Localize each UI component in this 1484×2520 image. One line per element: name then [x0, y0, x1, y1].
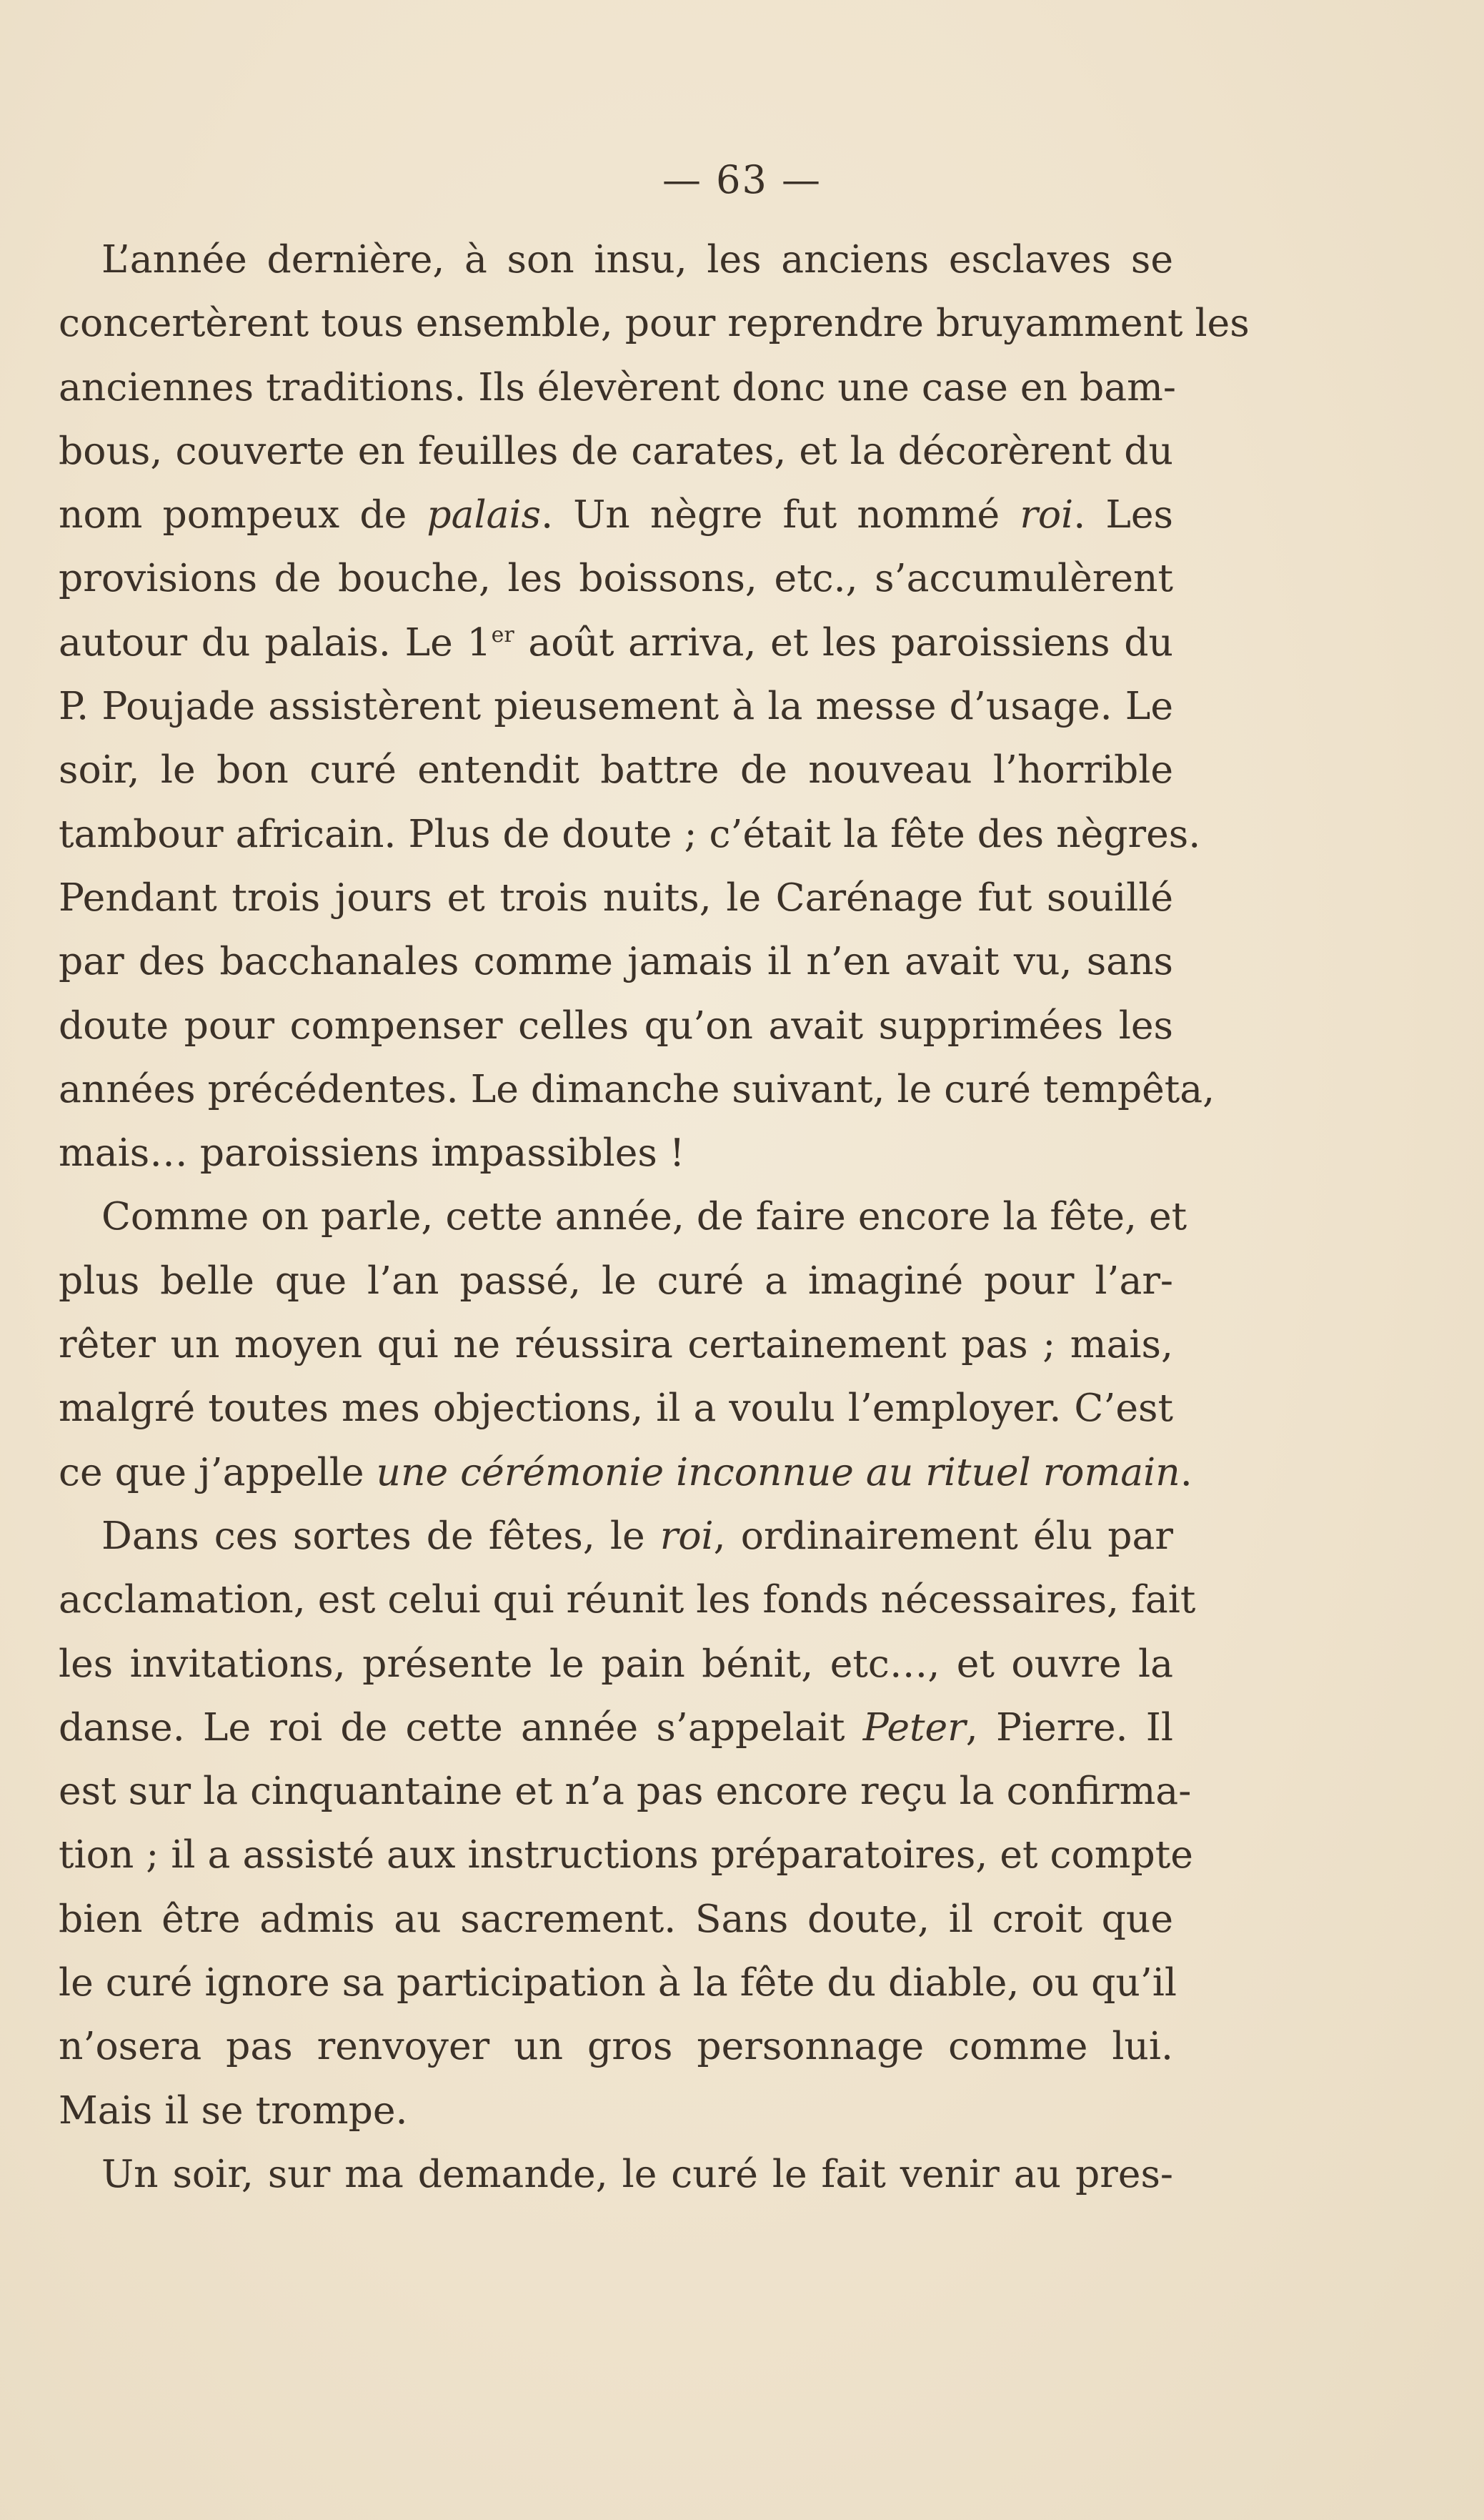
text-line: concertèrent tous ensemble, pour reprendre bruyamment les [59, 300, 1250, 346]
text-line: mais… paroissiens impassibles ! [59, 1130, 685, 1176]
text-line: Pendant trois jours et trois nuits, le Carénage fut souillé [59, 874, 1173, 920]
text-line: P. Poujade assistèrent pieusement à la messe d’usage. Le [59, 683, 1173, 729]
text-line: soir, le bon curé entendit battre de nouveau l’horrible [59, 747, 1173, 793]
text-line: le curé ignore sa participation à la fête du diable, ou qu’il [59, 1960, 1177, 2005]
italic-word: roi [1020, 492, 1074, 537]
text-line: L’année dernière, à son insu, les anciens esclaves se [101, 237, 1173, 282]
text-line: Comme on parle, cette année, de faire encore la fête, et [101, 1194, 1187, 1239]
text-line: bien être admis au sacrement. Sans doute, il croit que [59, 1895, 1173, 1941]
text-line: tambour africain. Plus de doute ; c’était la fête des nègres. [59, 810, 1201, 856]
text-line: n’osera pas renvoyer un gros personnage comme lui. [59, 2023, 1173, 2069]
text-line: par des bacchanales comme jamais il n’en avait vu, sans [59, 938, 1173, 984]
text-line: années précédentes. Le dimanche suivant, le curé tempêta, [59, 1066, 1215, 1111]
text-line: est sur la cinquantaine et n’a pas encore reçu la confirma- [59, 1768, 1192, 1814]
text-line: doute pour compenser celles qu’on avait supprimées les [59, 1002, 1173, 1048]
italic-word: roi [659, 1512, 714, 1558]
body-text [59, 227, 1250, 2206]
italic-word: palais [427, 492, 542, 537]
text-line: malgré toutes mes objections, il a voulu l’employer. C’est [59, 1385, 1173, 1431]
text-line: acclamation, est celui qui réunit les fonds nécessaires, fait [59, 1577, 1196, 1622]
text-line: Dans ces sortes de fêtes, le roi, ordinairement élu par [101, 1512, 1173, 1558]
text-line: Mais il se trompe. [59, 2087, 408, 2133]
text-line: tion ; il a assisté aux instructions préparatoires, et compte [59, 1832, 1193, 1877]
italic-phrase: une cérémonie inconnue au rituel romain [376, 1449, 1180, 1494]
text-line: Un soir, sur ma demande, le curé le fait venir au pres- [101, 2151, 1173, 2196]
text-line: anciennes traditions. Ils élevèrent donc une case en bam- [59, 364, 1176, 410]
text-line: bous, couverte en feuilles de carates, et la décorèrent du [59, 427, 1173, 473]
superscript: er [491, 622, 514, 648]
text-line: ce que j’appelle une cérémonie inconnue au rituel romain. [59, 1449, 1192, 1494]
text-line: nom pompeux de palais. Un nègre fut nommé roi. Les [59, 492, 1173, 537]
text-line: rêter un moyen qui ne réussira certainement pas ; mais, [59, 1321, 1173, 1367]
text-line: les invitations, présente le pain bénit, etc…, et ouvre la [59, 1640, 1173, 1686]
text-line: autour du palais. Le 1er août arriva, et les paroissiens du [59, 619, 1173, 665]
text-line: plus belle que l’an passé, le curé a imaginé pour l’ar- [59, 1257, 1173, 1303]
page-number: — 63 — [662, 157, 822, 202]
text-line: provisions de bouche, les boissons, etc., s’accumulèrent [59, 555, 1173, 601]
text-line: danse. Le roi de cette année s’appelait Peter, Pierre. Il [59, 1704, 1173, 1750]
italic-word: Peter [862, 1704, 966, 1750]
